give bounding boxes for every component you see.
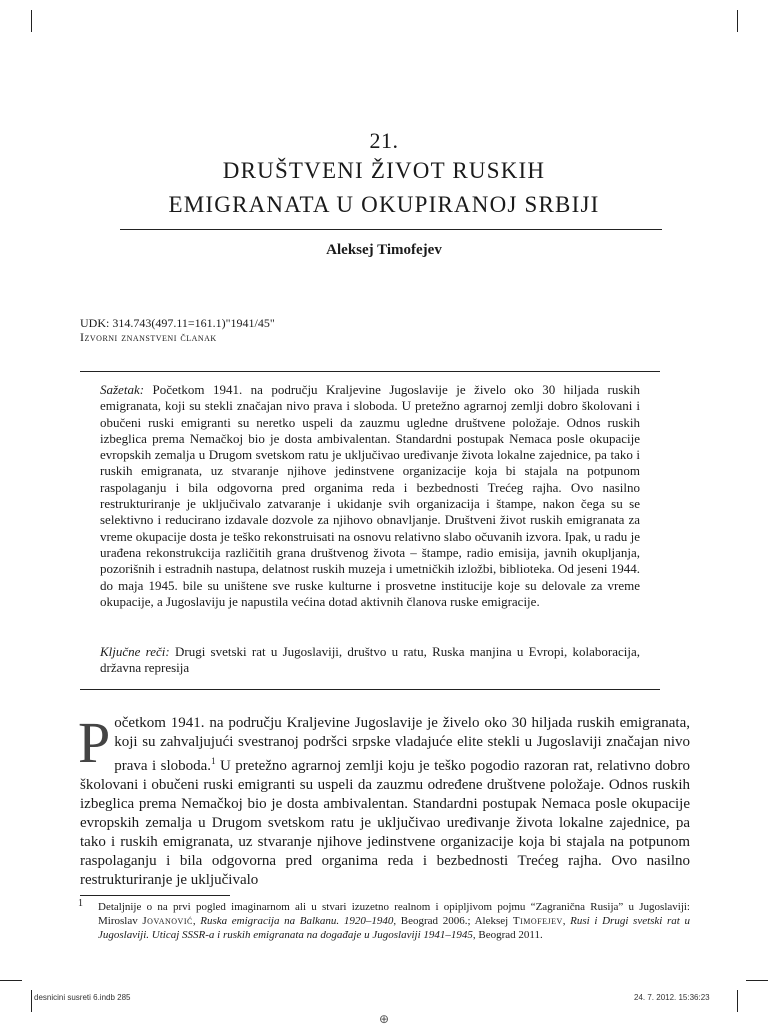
footer-left: desnicini susreti 6.indb 285 bbox=[34, 993, 131, 1002]
footnote-book-1: Ruska emigracija na Balkanu. 1920–1940 bbox=[200, 915, 394, 927]
body-text bbox=[78, 710, 691, 890]
footer-right: 24. 7. 2012. 15:36:23 bbox=[634, 993, 710, 1002]
footnote bbox=[80, 900, 690, 942]
abstract-top-rule bbox=[80, 371, 660, 372]
crop-mark-top-right bbox=[737, 10, 738, 32]
crop-mark-bottom-right-v bbox=[737, 990, 738, 1012]
registration-mark-icon: ⊕ bbox=[378, 1012, 390, 1026]
abstract bbox=[100, 382, 640, 610]
crop-mark-top-left bbox=[31, 10, 32, 32]
footnote-separator-2: , bbox=[562, 915, 566, 927]
chapter-title-line-2: EMIGRANATA U OKUPIRANOJ SRBIJI bbox=[168, 192, 600, 217]
body-text-part-1: očetkom 1941. na području Kraljevine Jugoslavije je živelo oko 30 hiljada ruskih emigranata, koji su zahvaljujući svestranoj podršci srpske vladajuće elite stekli u Jugoslaviji značajan nivo prava i sloboda. bbox=[114, 715, 690, 774]
author-name: Aleksej Timofejev bbox=[326, 242, 442, 258]
abstract-bottom-rule bbox=[80, 689, 660, 690]
footnote-text-a: Detaljnije o na prvi pogled imaginarnom ali u stvari izuzetno realnom i opipljivom pojmu “Zagranična Rusija” u Jugoslaviji: Miroslav bbox=[98, 901, 690, 927]
keywords-text: Drugi svetski rat u Jugoslaviji, društvo u ratu, Ruska manjina u Evropi, kolaboracija, državna represija bbox=[100, 644, 641, 676]
crop-mark-bottom-left bbox=[0, 980, 22, 981]
chapter-number: 21. bbox=[369, 128, 399, 153]
footnote-rule bbox=[80, 895, 230, 896]
body-text-part-2: U pretežno agrarnoj zemlji koju je teško pogodio razoran rat, relativno dobro školovani i obučeni ruski emigranti su uspeli da zauzmu određene društvene položaje. Odnos ruskih izbeglica prema Nemačkoj bio je dosta ambivalentan. Standardni postupak Nemaca posle okupacije evropskih zemalja u Drugom svetskom ratu je uključivao uređivanje života lokalne zajednice, pa tako i ruskih emigranata, uz stvaranje njihove jedinstvene organizacije koja bi stajala na potpunom raspolaganju i bila odgovorna pred organima reda i bezbednosti Trećeg rajha. Ovo nasilno restrukturiranje je uključivalo bbox=[80, 758, 691, 888]
footnote-book-2: Rusi i Drugi svetski rat u Jugoslaviji. Uticaj SSSR-a i ruskih emigranata na događaje u Jugoslaviji 1941–1945 bbox=[98, 915, 691, 941]
udk-code: UDK: 314.743(497.11=161.1)"1941/45" bbox=[80, 316, 275, 330]
footnote-text-c: , Beograd 2011. bbox=[472, 929, 543, 941]
footnote-number: 1 bbox=[78, 898, 83, 909]
footnote-author-2: Timofejev bbox=[512, 915, 563, 927]
footnote-text-b: , Beograd 2006.; Aleksej bbox=[393, 915, 509, 927]
article-type: Izvorni znanstveni članak bbox=[80, 330, 217, 344]
keywords-label: Ključne reči: bbox=[100, 644, 170, 659]
keywords bbox=[100, 644, 640, 677]
footnote-reference: 1 bbox=[211, 756, 216, 766]
crop-mark-bottom-left-v bbox=[31, 990, 32, 1012]
footnote-separator-1: , bbox=[192, 915, 196, 927]
abstract-label: Sažetak: bbox=[100, 382, 145, 397]
drop-cap: P bbox=[78, 710, 111, 775]
crop-mark-bottom-right bbox=[746, 980, 768, 981]
chapter-title-line-1: DRUŠTVENI ŽIVOT RUSKIH bbox=[222, 158, 546, 183]
abstract-text: Početkom 1941. na području Kraljevine Jugoslavije je živelo oko 30 hiljada ruskih emigranata, koji su stekli značajan nivo prava i sloboda. U pretežno agrarnoj zemlji dobro školovani i obučeni ruski emigranti su neretko uspeli da zauzmu ugledne društvene položaje. Odnos ruskih izbeglica prema Nemačkoj bio je dosta ambivalentan. Standardni postupak Nemaca posle okupacije evropskih zemalja u Drugom svetskom ratu je uključivao uređivanje života lokalne zajednice, pa tako i ruskih emigranata, uz stvaranje njihove jedinstvene organizacije koja bi stajala na potpunom raspolaganju i bila odgovorna pred organima reda i bezbednosti Trećeg rajha. Ovo nasilno restrukturiranje je uključivalo zatvaranje i ukidanje svih organizacija i štampe, nakon čega su se selektivno i reducirano izdavale dozvole za njihovo obnavljanje. Društveni život ruskih emigranata za vreme okupacije dosta je teško rekonstruisati na osnovu relativno slabo očuvanih izvora. Ipak, u radu je urađena rekonstrukcija različitih grana društvenog života – štampe, radio emisija, javnih okupljanja, pozorišnih i estradnih nastupa, delatnost ruskih muzeja i umetničkih izložbi, biblioteka. Od jeseni 1944. do maja 1945. bile su uništene sve ruske kulturne i prosvetne institucije koje su delovale za vreme okupacije, a Jugoslaviju je napustila većina dotad aktivnih članova ruske emigracije. bbox=[100, 382, 641, 609]
footnote-author-1: Jovanović bbox=[142, 915, 193, 927]
title-rule bbox=[120, 229, 662, 230]
